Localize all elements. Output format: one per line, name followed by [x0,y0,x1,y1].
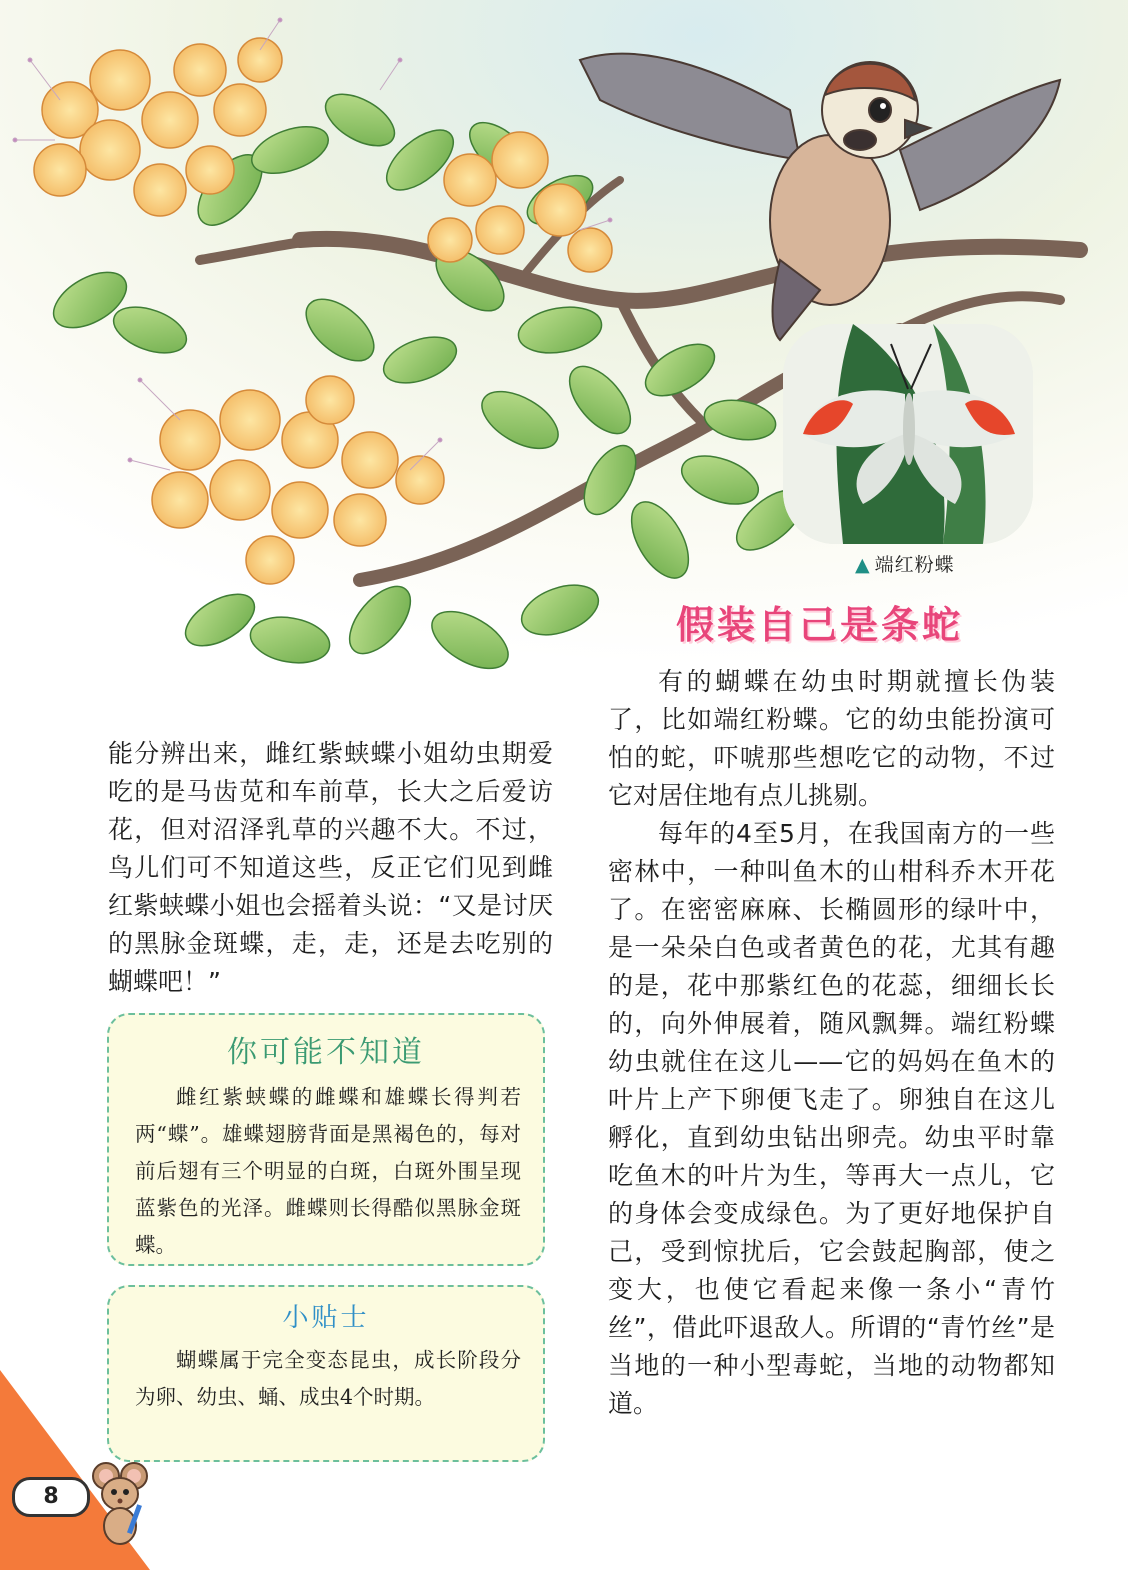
butterfly-photo [783,324,1033,544]
photo-caption [855,550,955,577]
did-you-know-text: 雌红紫蛱蝶的雌蝶和雄蝶长得判若两“蝶”。雄蝶翅膀背面是黑褐色的，每对前后翅有三个明显的白斑，白斑外围呈现蓝紫色的光泽。雌蝶则长得酷似黑脉金斑蝶。 [135,1085,521,1257]
tips-box [107,1285,545,1462]
mouse-mascot-icon [90,1454,150,1548]
triangle-marker-icon: ▲ [855,554,871,576]
right-column-text [608,663,1055,1423]
tips-title: 小贴士 [282,1303,370,1333]
right-paragraph-2: 每年的4至5月，在我国南方的一些密林中，一种叫鱼木的山柑科乔木开花了。在密密麻麻、长椭圆形的绿叶中，是一朵朵白色或者黄色的花，尤其有趣的是，花中那紫红色的花蕊，细细长长的，向外伸展着，随风飘舞。端红粉蝶幼虫就住在这儿——它的妈妈在鱼木的叶片上产下卵便飞走了。卵独自在这儿孵化，直到幼虫钻出卵壳。幼虫平时靠吃鱼木的叶片为生，等再大一点儿，它的身体会变成绿色。为了更好地保护自己，受到惊扰后，它会鼓起胸部，使之变大，也使它看起来像一条小“青竹丝”，借此吓退敌人。所谓的“青竹丝”是当地的一种小型毒蛇，当地的动物都知道。 [608,819,1055,1418]
section-title: 假装自己是条蛇 [676,603,964,647]
did-you-know-title: 你可能不知道 [227,1035,425,1070]
photo-caption-text: 端红粉蝶 [874,554,955,576]
page-number: 8 [43,1484,59,1509]
left-paragraph: 能分辨出来，雌红紫蛱蝶小姐幼虫期爱吃的是马齿苋和车前草，长大之后爱访花，但对沼泽乳草的兴趣不大。不过，鸟儿们可不知道这些，反正它们见到雌红紫蛱蝶小姐也会摇着头说：“又是讨厌的黑脉金斑蝶，走，走，还是去吃别的蝴蝶吧！” [108,739,553,996]
did-you-know-box [107,1013,545,1266]
page-number-badge [12,1477,90,1517]
tips-text: 蝴蝶属于完全变态昆虫，成长阶段分为卵、幼虫、蛹、成虫4个时期。 [135,1348,521,1409]
right-paragraph-1: 有的蝴蝶在幼虫时期就擅长伪装了，比如端红粉蝶。它的幼虫能扮演可怕的蛇，吓唬那些想吃它的动物，不过它对居住地有点儿挑剔。 [608,667,1055,810]
left-column-text [108,735,553,1001]
butterfly-photo-svg [783,324,1033,544]
